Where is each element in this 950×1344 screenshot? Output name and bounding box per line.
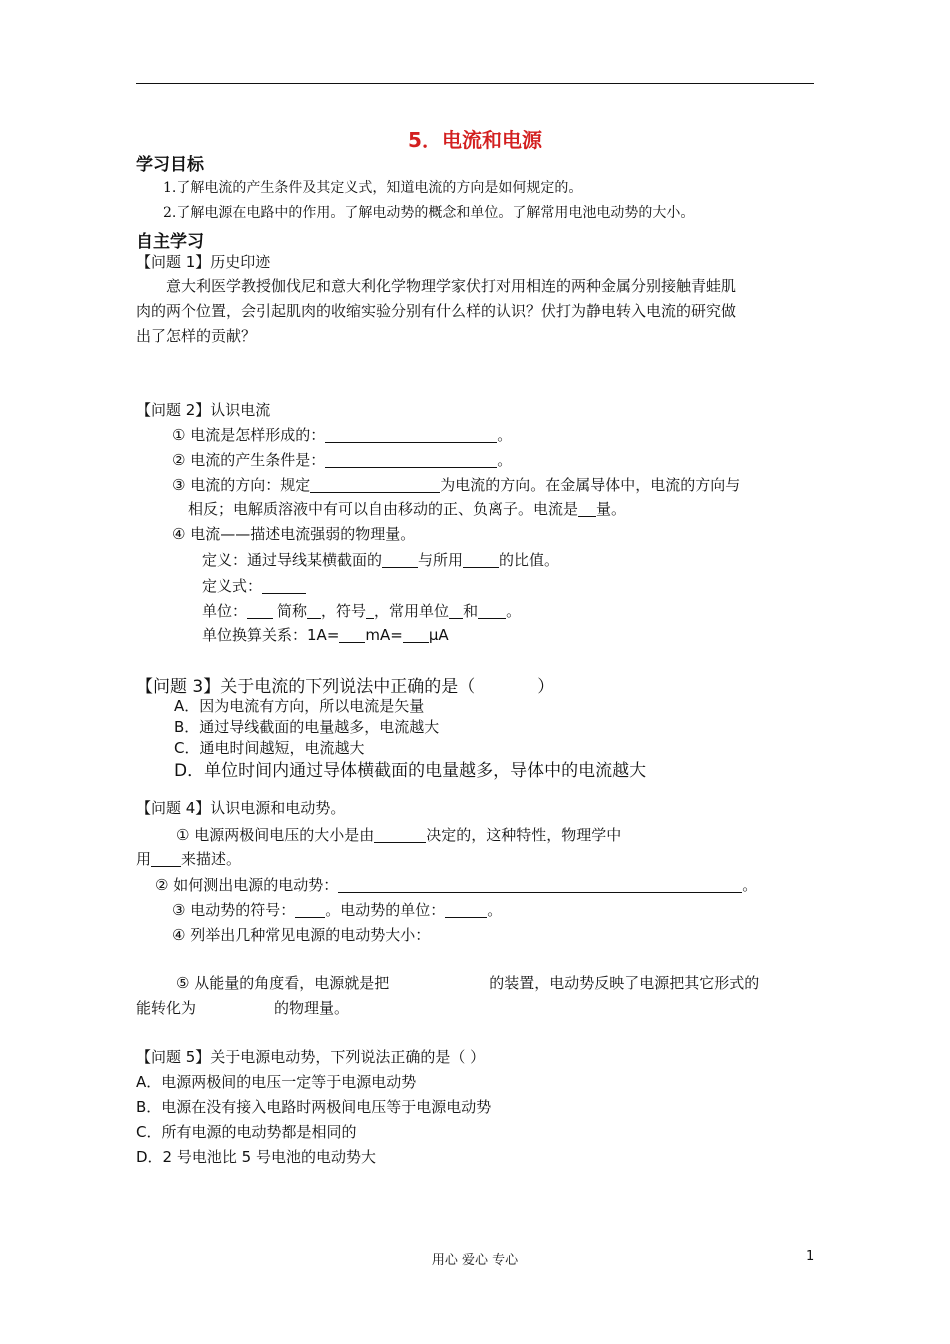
q2-item4: ④ 电流——描述电流强弱的物理量。	[172, 525, 416, 543]
blank-field[interactable]	[366, 602, 374, 619]
q5-option-c: C．所有电源的电动势都是相同的	[136, 1123, 357, 1141]
q4-label: 【问题 4】认识电源和电动势。	[136, 799, 346, 817]
q4-item5-text-a: ⑤ 从能量的角度看，电源就是把	[176, 974, 390, 992]
q5-option-d: D．2 号电池比 5 号电池的电动势大	[136, 1148, 376, 1166]
blank-field[interactable]	[374, 826, 426, 843]
q1-label: 【问题 1】历史印迹	[136, 253, 271, 271]
q2-item3-text-a: ③ 电流的方向：规定	[172, 476, 311, 494]
q4-item4: ④ 列举出几种常见电源的电动势大小：	[172, 926, 431, 944]
q2-item3-text-b: 为电流的方向。在金属导体中，电流的方向与	[440, 476, 741, 494]
heading-goals: 学习目标	[136, 155, 204, 175]
heading-self-study: 自主学习	[136, 232, 204, 252]
q1-text-line2: 肉的两个位置，会引起肌肉的收缩实验分别有什么样的认识？伏打为静电转入电流的研究做	[136, 302, 737, 320]
blank-field[interactable]	[295, 901, 325, 918]
q2-item3	[172, 473, 740, 498]
def-text-c: 的比值。	[499, 551, 560, 569]
q4-item1-text-d: 来描述。	[181, 850, 242, 868]
q4-item5-cont	[136, 996, 349, 1021]
end-mark: 。	[497, 451, 513, 469]
q2-item1-text: ① 电流是怎样形成的：	[172, 426, 326, 444]
q5-label: 【问题 5】关于电源电动势，下列说法正确的是（ ）	[136, 1048, 486, 1066]
q3-option-d: D．单位时间内通过导体横截面的电量越多，导体中的电流越大	[174, 761, 647, 781]
q4-item2-text: ② 如何测出电源的电动势：	[155, 876, 339, 894]
unit-text-c: ，符号	[321, 602, 367, 620]
q4-item1	[176, 823, 621, 848]
goal-1: 1.了解电流的产生条件及其定义式，知道电流的方向是如何规定的。	[163, 180, 583, 196]
footer-motto: 用心 爱心 专心	[431, 1253, 519, 1268]
blank-field[interactable]	[382, 551, 418, 568]
q1-text-line3: 出了怎样的贡献？	[136, 327, 257, 345]
q3-label-text: 【问题 3】关于电流的下列说法中正确的是（	[136, 677, 476, 697]
q5-option-a: A．电源两极间的电压一定等于电源电动势	[136, 1073, 417, 1091]
blank-field[interactable]	[478, 602, 506, 619]
blank-field[interactable]	[325, 426, 497, 443]
unit-text-f: 。	[506, 602, 522, 620]
q4-item5-text-b: 的装置，电动势反映了电源把其它形式的	[489, 974, 760, 992]
q3-label-end: ）	[537, 677, 555, 697]
conv-text-b: 1A=	[307, 626, 340, 644]
q2-item3-text-d: 量。	[596, 500, 627, 518]
q3-option-c: C．通电时间越短，电流越大	[174, 739, 365, 757]
q4-item3	[172, 898, 502, 923]
blank-field[interactable]	[247, 602, 273, 619]
blank-field[interactable]	[449, 602, 463, 619]
unit-text-d: ，常用单位	[374, 602, 450, 620]
blank-field[interactable]	[307, 602, 321, 619]
q2-item1	[172, 423, 512, 448]
q2-item2-text: ② 电流的产生条件是：	[172, 451, 326, 469]
formula-label: 定义式：	[202, 577, 263, 595]
q4-item5-text-c: 能转化为	[136, 999, 197, 1017]
q4-item2-end: 。	[742, 876, 758, 894]
q4-item2	[155, 873, 757, 898]
q4-item5	[176, 971, 759, 996]
q3-option-a: A．因为电流有方向，所以电流是矢量	[174, 697, 425, 715]
q5-option-b: B．电源在没有接入电路时两极间电压等于电源电动势	[136, 1098, 492, 1116]
q4-item1-text-a: ① 电源两极间电压的大小是由	[176, 826, 375, 844]
q3-option-b: B．通过导线截面的电量越多，电流越大	[174, 718, 440, 736]
conv-text-d: μA	[428, 626, 449, 644]
blank-field[interactable]	[325, 451, 497, 468]
conv-text-c: mA=	[365, 626, 403, 644]
page-number: 1	[806, 1249, 815, 1264]
q2-formula	[202, 574, 306, 599]
q4-item1-cont	[136, 847, 241, 872]
def-text-b: 与所用	[418, 551, 464, 569]
blank-field[interactable]	[151, 850, 181, 867]
blank-field[interactable]	[339, 626, 365, 643]
q2-item3-cont	[188, 497, 626, 522]
q4-item1-text-c: 用	[136, 850, 152, 868]
unit-text-a: 单位：	[202, 602, 248, 620]
blank-field[interactable]	[262, 577, 306, 594]
unit-text-b: 简称	[277, 602, 308, 620]
blank-field[interactable]	[338, 876, 742, 893]
q4-item3-text-a: ③ 电动势的符号：	[172, 901, 296, 919]
q2-label: 【问题 2】认识电流	[136, 401, 271, 419]
q4-item3-text-c: 。	[487, 901, 503, 919]
blank-field[interactable]	[578, 500, 596, 517]
blank-field[interactable]	[403, 626, 429, 643]
page-title: 5．电流和电源	[408, 128, 542, 152]
end-mark: 。	[497, 426, 513, 444]
unit-text-e: 和	[463, 602, 479, 620]
q4-item5-text-d: 的物理量。	[274, 999, 350, 1017]
conv-text-a: 单位换算关系：	[202, 626, 308, 644]
q2-item3-text-c: 相反；电解质溶液中有可以自由移动的正、负离子。电流是	[188, 500, 579, 518]
q4-item3-text-b: 。电动势的单位：	[325, 901, 446, 919]
q2-definition	[202, 548, 559, 573]
blank-field[interactable]	[445, 901, 487, 918]
blank-field[interactable]	[310, 476, 440, 493]
q1-text-line1: 意大利医学教授伽伐尼和意大利化学物理学家伏打对用相连的两种金属分别接触青蛙肌	[166, 277, 737, 295]
blank-field[interactable]	[463, 551, 499, 568]
header-rule	[136, 83, 814, 84]
q4-item1-text-b: 决定的，这种特性，物理学中	[426, 826, 622, 844]
goal-2: 2.了解电源在电路中的作用。了解电动势的概念和单位。了解常用电池电动势的大小。	[163, 205, 695, 221]
q2-conversion	[202, 623, 449, 648]
q2-item2	[172, 448, 512, 473]
q2-unit	[202, 599, 521, 624]
def-text-a: 定义：通过导线某横截面的	[202, 551, 383, 569]
